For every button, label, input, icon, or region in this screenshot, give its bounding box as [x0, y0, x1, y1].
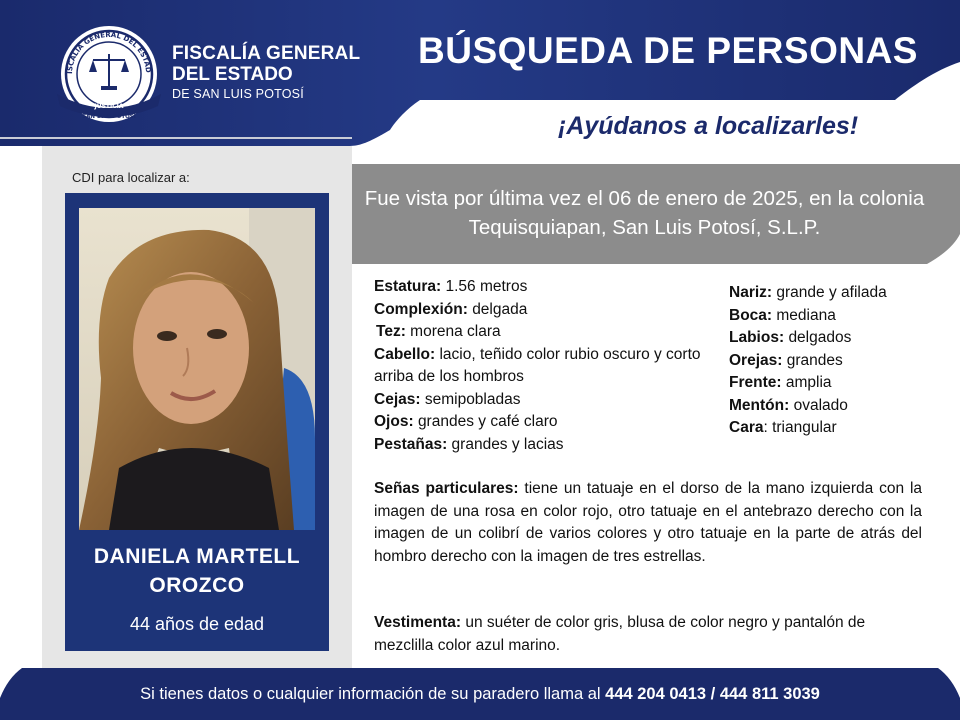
clothing-label: Vestimenta: [374, 614, 462, 631]
feature-label: Nariz: [729, 284, 773, 301]
feature-label: Pestañas: [374, 435, 448, 453]
features-right [729, 282, 949, 440]
features-left [374, 276, 714, 456]
clothing [374, 612, 874, 657]
person-name [65, 542, 329, 600]
feature-value: grandes y café claro [417, 413, 558, 430]
page-title: BÚSQUEDA DE PERSONAS [418, 30, 918, 71]
feature-complexion [374, 299, 714, 322]
feature-label: Boca: [729, 306, 773, 324]
agency-line-1: FISCALÍA GENERAL [172, 43, 361, 64]
agency-line-3: DE SAN LUIS POTOSÍ [172, 87, 304, 101]
footer-phones: 444 204 0413 / 444 811 3039 [605, 685, 820, 703]
feature-nariz [729, 282, 949, 305]
seal-text-top: ISCALÍA GENERAL DEL ESTAD [65, 30, 153, 75]
person-photo [79, 208, 315, 530]
feature-value: ovalado [793, 396, 848, 414]
feature-value: grandes y lacias [451, 435, 564, 453]
feature-ojos [374, 411, 714, 434]
feature-value: grandes [786, 351, 843, 369]
clothing-value: un suéter de color gris, blusa de color negro y pantalón de mezclilla color azul marino. [374, 614, 866, 654]
person-age: 44 años de edad [129, 614, 265, 634]
feature-label: Frente: [729, 374, 782, 391]
feature-labios [729, 327, 949, 350]
feature-value: delgados [788, 329, 852, 346]
feature-label: Mentón: [729, 396, 790, 414]
feature-value: : triangular [763, 419, 837, 436]
feature-label: Cara [729, 419, 764, 436]
feature-value: grande y afilada [776, 284, 887, 301]
seal-ribbon-text: JUSTICIA [94, 103, 124, 110]
seal-text-bottom: SAN LUIS POTOSÍ [82, 114, 136, 120]
feature-label: Complexión: [374, 300, 468, 318]
feature-label: Cejas: [374, 390, 421, 408]
feature-tez [374, 321, 714, 344]
cdi-label: CDI para localizar a: [72, 170, 190, 185]
marks-label: Señas particulares: [374, 480, 519, 497]
person-name-line-2: OROZCO [149, 574, 245, 597]
agency-name [172, 44, 360, 101]
feature-value: lacio, teñido color rubio oscuro y corto arriba de los hombros [374, 345, 701, 385]
feature-label: Ojos: [374, 413, 414, 430]
feature-value: semipobladas [424, 390, 521, 408]
person-name-line-1: DANIELA MARTELL [93, 545, 301, 568]
footer-text: Si tienes datos o cualquier información de su paradero llama al [140, 685, 606, 703]
feature-menton [729, 395, 949, 418]
feature-value: morena clara [410, 323, 501, 340]
feature-estatura [374, 276, 714, 299]
feature-value: delgada [472, 300, 528, 318]
feature-cejas [374, 389, 714, 412]
page-subtitle: ¡Ayúdanos a localizarles! [558, 112, 859, 140]
feature-value: mediana [776, 306, 836, 324]
feature-cara [729, 417, 949, 440]
feature-value: 1.56 metros [445, 278, 528, 295]
feature-label: Estatura: [374, 278, 442, 295]
feature-label: Tez: [376, 323, 406, 340]
footer-contact [0, 685, 960, 704]
agency-line-2: DEL ESTADO [172, 64, 293, 85]
feature-label: Labios: [729, 329, 785, 346]
feature-frente [729, 372, 949, 395]
distinguishing-marks [374, 478, 922, 568]
feature-value: amplia [785, 374, 832, 391]
marks-value: tiene un tatuaje en el dorso de la mano izquierda con la imagen de una rosa en color rojo, otro tatuaje en el antebrazo derecho con la imagen de un colibrí de varios colores y otro tatuaje en la parte de atrás del hombro derecho con la imagen de tres estrellas. [374, 480, 923, 565]
last-seen-text: Fue vista por última vez el 06 de enero de 2025, en la colonia Tequisquiapan, San Luis Potosí, S.L.P. [364, 187, 925, 239]
feature-boca [729, 305, 949, 328]
fiscalia-seal-logo [52, 24, 166, 126]
feature-cabello [374, 344, 714, 389]
feature-orejas [729, 350, 949, 373]
feature-label: Orejas: [729, 351, 783, 369]
feature-label: Cabello: [374, 345, 436, 363]
feature-pestanas [374, 434, 714, 457]
